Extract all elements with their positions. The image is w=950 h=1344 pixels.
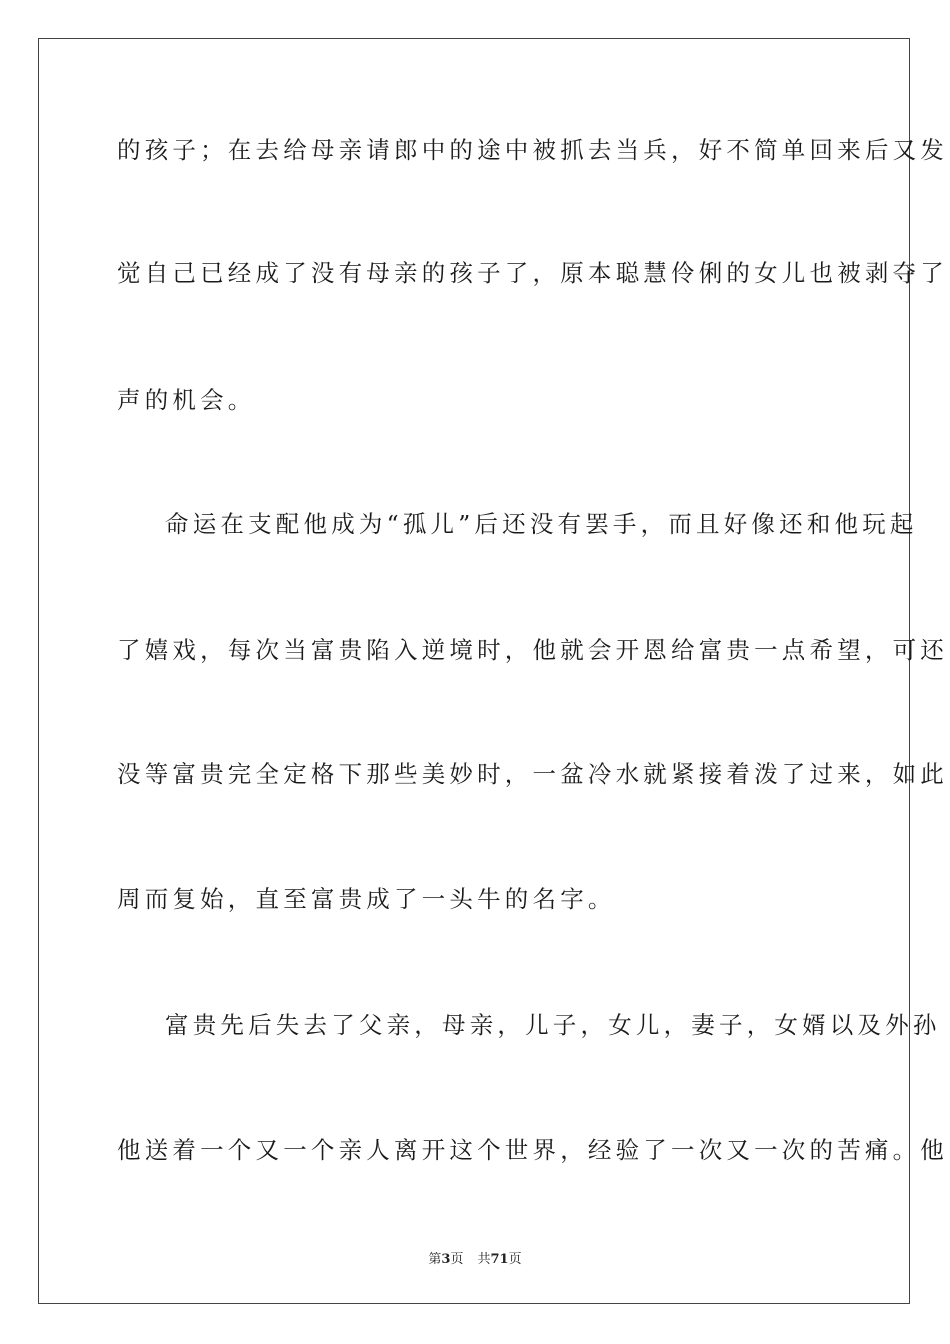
- total-prefix: 共: [477, 1252, 491, 1267]
- text-line-8: 富贵先后失去了父亲，母亲，儿子，女儿，妻子，女婿以及外孙: [165, 1011, 941, 1039]
- page-prefix: 第: [428, 1252, 442, 1267]
- page-border: [38, 38, 948, 1304]
- text-line-3: 声的机会。: [117, 386, 256, 414]
- text-line-6: 没等富贵完全定格下那些美妙时，一盆冷水就紧接着泼了过来，如此: [117, 760, 948, 788]
- text-line-5: 了嬉戏，每次当富贵陷入逆境时，他就会开恩给富贵一点希望，可还: [117, 636, 948, 664]
- page-suffix: 页: [450, 1252, 464, 1267]
- page-number: 3: [441, 1252, 451, 1267]
- text-line-4: 命运在支配他成为“孤儿”后还没有罢手，而且好像还和他玩起: [165, 510, 918, 538]
- text-line-1: 的孩子；在去给母亲请郎中的途中被抓去当兵，好不简单回来后又发: [117, 136, 948, 164]
- total-pages: 71: [490, 1252, 509, 1267]
- text-line-2: 觉自己已经成了没有母亲的孩子了，原本聪慧伶俐的女儿也被剥夺了: [117, 259, 948, 287]
- text-line-9: 他送着一个又一个亲人离开这个世界，经验了一次又一次的苦痛。他: [117, 1136, 948, 1164]
- total-suffix: 页: [508, 1252, 522, 1267]
- page-footer: [0, 1248, 950, 1267]
- text-line-7: 周而复始，直至富贵成了一头牛的名字。: [117, 885, 616, 913]
